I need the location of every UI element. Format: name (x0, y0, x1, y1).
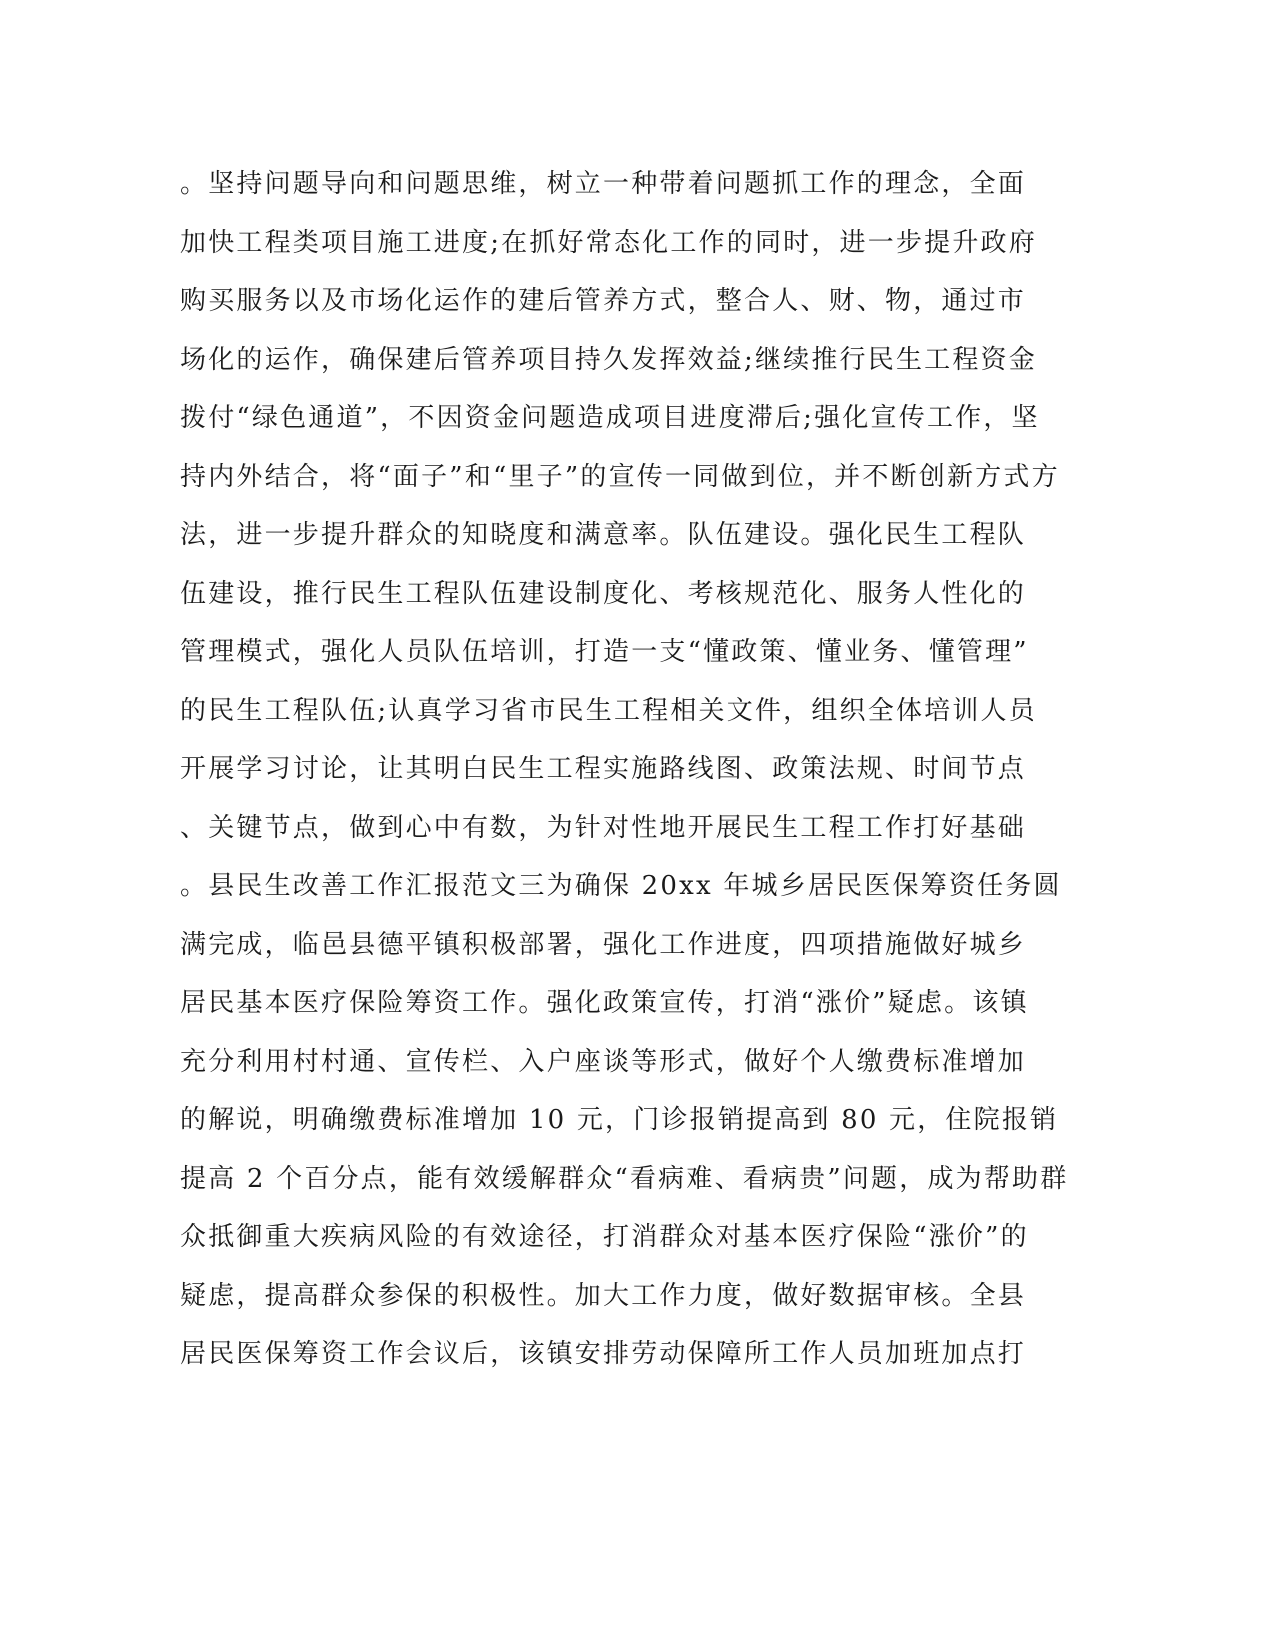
text-line: 疑虑，提高群众参保的积极性。加大工作力度，做好数据审核。全县 (180, 1280, 1027, 1311)
text-line: 购买服务以及市场化运作的建后管养方式，整合人、财、物，通过市 (180, 286, 1027, 316)
text-line: 场化的运作，确保建后管养项目持久发挥效益;继续推行民生工程资金 (180, 344, 1037, 375)
text-line: 充分利用村村通、宣传栏、入户座谈等形式，做好个人缴费标准增加 (180, 1046, 1027, 1077)
text-line: 开展学习讨论，让其明白民生工程实施路线图、政策法规、时间节点 (180, 754, 1027, 784)
text-line: 。县民生改善工作汇报范文三为确保 20xx 年城乡居民医保筹资任务圆 (180, 871, 1062, 901)
text-line: 拨付“绿色通道”，不因资金问题造成项目进度滞后;强化宣传工作，坚 (180, 403, 1040, 433)
text-line: 伍建设，推行民生工程队伍建设制度化、考核规范化、服务人性化的 (180, 578, 1027, 609)
text-line: 满完成，临邑县德平镇积极部署，强化工作进度，四项措施做好城乡 (180, 929, 1027, 960)
text-line: 、关键节点，做到心中有数，为针对性地开展民生工程工作打好基础 (180, 812, 1027, 843)
text-line: 的解说，明确缴费标准增加 10 元，门诊报销提高到 80 元，住院报销 (180, 1105, 1059, 1135)
body-text (180, 155, 1069, 1384)
text-line: 居民基本医疗保险筹资工作。强化政策宣传，打消“涨价”疑虑。该镇 (180, 988, 1029, 1018)
text-line: 持内外结合，将“面子”和“里子”的宣传一同做到位，并不断创新方式方 (180, 461, 1060, 492)
text-line: 法，进一步提升群众的知晓度和满意率。队伍建设。强化民生工程队 (180, 520, 1027, 550)
text-line: 众抵御重大疾病风险的有效途径，打消群众对基本医疗保险“涨价”的 (180, 1222, 1029, 1252)
text-line: 提高 2 个百分点，能有效缓解群众“看病难、看病贵”问题，成为帮助群 (180, 1163, 1069, 1194)
text-line: 。坚持问题导向和问题思维，树立一种带着问题抓工作的理念，全面 (180, 169, 1027, 199)
text-line: 加快工程类项目施工进度;在抓好常态化工作的同时，进一步提升政府 (180, 227, 1037, 258)
text-line: 管理模式，强化人员队伍培训，打造一支“懂政策、懂业务、懂管理” (180, 637, 1029, 667)
text-line: 的民生工程队伍;认真学习省市民生工程相关文件，组织全体培训人员 (180, 695, 1037, 726)
text-line: 居民医保筹资工作会议后，该镇安排劳动保障所工作人员加班加点打 (180, 1339, 1027, 1369)
